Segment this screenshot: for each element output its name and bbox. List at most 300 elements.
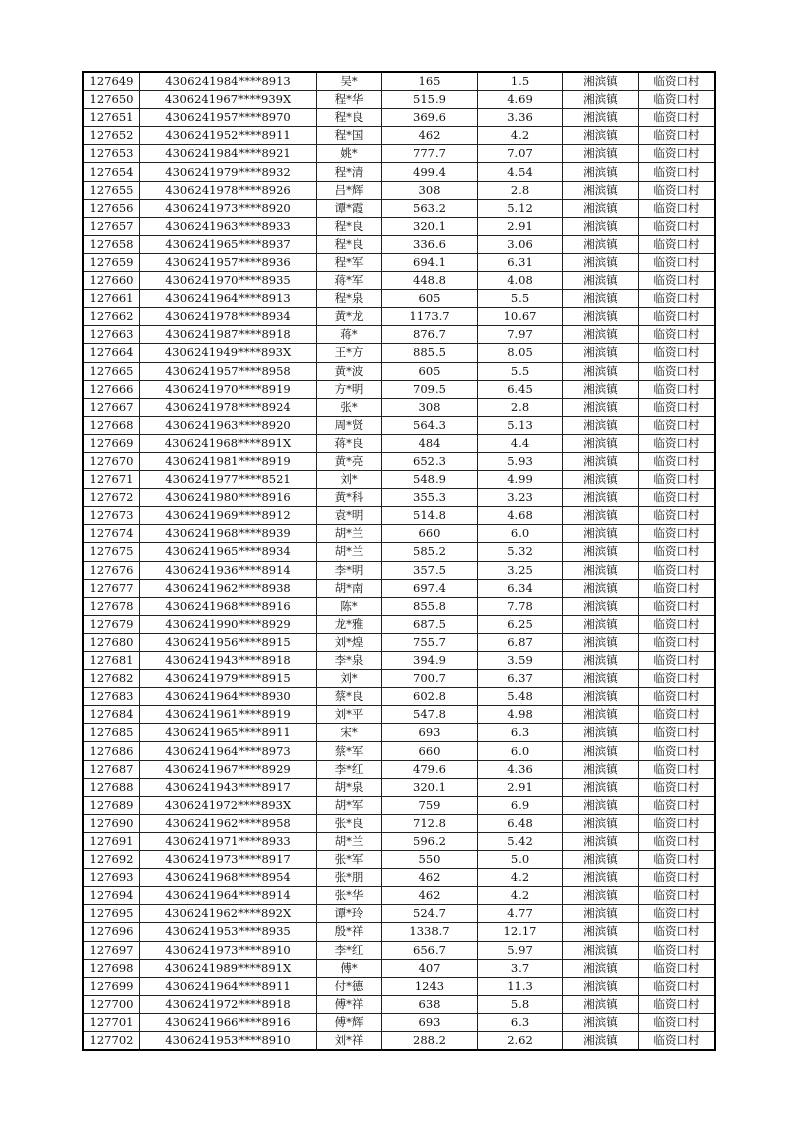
cell-id-number: 4306241978****8926	[140, 181, 317, 199]
cell-id-number: 4306241964****8911	[140, 977, 317, 995]
cell-subsidy: 5.32	[478, 543, 563, 561]
cell-record-id: 127684	[83, 706, 140, 724]
cell-name: 吕*辉	[317, 181, 382, 199]
cell-subsidy: 3.06	[478, 235, 563, 253]
cell-town: 湘滨镇	[563, 398, 639, 416]
cell-town: 湘滨镇	[563, 416, 639, 434]
cell-record-id: 127669	[83, 434, 140, 452]
table-row	[83, 851, 715, 869]
cell-id-number: 4306241962****892X	[140, 905, 317, 923]
cell-id-number: 4306241956****8915	[140, 633, 317, 651]
cell-village: 临资口村	[639, 434, 716, 452]
cell-village: 临资口村	[639, 923, 716, 941]
cell-town: 湘滨镇	[563, 91, 639, 109]
table-row	[83, 235, 715, 253]
cell-town: 湘滨镇	[563, 181, 639, 199]
cell-subsidy: 3.36	[478, 109, 563, 127]
cell-name: 黄*科	[317, 489, 382, 507]
cell-village: 临资口村	[639, 760, 716, 778]
cell-subsidy: 6.31	[478, 253, 563, 271]
cell-record-id: 127663	[83, 326, 140, 344]
cell-subsidy: 5.0	[478, 851, 563, 869]
cell-amount: 712.8	[382, 814, 478, 832]
cell-amount: 550	[382, 851, 478, 869]
cell-name: 程*良	[317, 109, 382, 127]
cell-amount: 484	[382, 434, 478, 452]
cell-town: 湘滨镇	[563, 670, 639, 688]
cell-village: 临资口村	[639, 887, 716, 905]
cell-subsidy: 6.0	[478, 742, 563, 760]
table-row	[83, 525, 715, 543]
cell-amount: 524.7	[382, 905, 478, 923]
cell-name: 张*良	[317, 814, 382, 832]
cell-name: 宋*	[317, 724, 382, 742]
cell-id-number: 4306241964****8914	[140, 887, 317, 905]
table-row	[83, 181, 715, 199]
table-row	[83, 91, 715, 109]
cell-name: 李*红	[317, 760, 382, 778]
cell-amount: 876.7	[382, 326, 478, 344]
table-row	[83, 308, 715, 326]
cell-village: 临资口村	[639, 290, 716, 308]
table-row	[83, 633, 715, 651]
cell-town: 湘滨镇	[563, 434, 639, 452]
cell-name: 刘*平	[317, 706, 382, 724]
cell-name: 龙*雅	[317, 615, 382, 633]
cell-village: 临资口村	[639, 471, 716, 489]
cell-amount: 605	[382, 290, 478, 308]
cell-town: 湘滨镇	[563, 579, 639, 597]
cell-town: 湘滨镇	[563, 995, 639, 1013]
cell-town: 湘滨镇	[563, 941, 639, 959]
cell-town: 湘滨镇	[563, 1013, 639, 1031]
cell-name: 谭*霞	[317, 199, 382, 217]
cell-amount: 755.7	[382, 633, 478, 651]
table-row	[83, 724, 715, 742]
cell-village: 临资口村	[639, 127, 716, 145]
cell-record-id: 127672	[83, 489, 140, 507]
cell-subsidy: 5.8	[478, 995, 563, 1013]
cell-id-number: 4306241961****8919	[140, 706, 317, 724]
cell-village: 临资口村	[639, 814, 716, 832]
cell-subsidy: 4.98	[478, 706, 563, 724]
cell-record-id: 127698	[83, 959, 140, 977]
table-row	[83, 362, 715, 380]
cell-amount: 855.8	[382, 597, 478, 615]
cell-village: 临资口村	[639, 724, 716, 742]
cell-record-id: 127686	[83, 742, 140, 760]
cell-id-number: 4306241979****8932	[140, 163, 317, 181]
cell-subsidy: 5.5	[478, 290, 563, 308]
cell-record-id: 127694	[83, 887, 140, 905]
cell-id-number: 4306241968****8939	[140, 525, 317, 543]
cell-town: 湘滨镇	[563, 796, 639, 814]
cell-subsidy: 4.2	[478, 127, 563, 145]
cell-town: 湘滨镇	[563, 235, 639, 253]
cell-village: 临资口村	[639, 851, 716, 869]
cell-town: 湘滨镇	[563, 561, 639, 579]
cell-village: 临资口村	[639, 344, 716, 362]
cell-name: 谭*玲	[317, 905, 382, 923]
table-row	[83, 253, 715, 271]
cell-name: 张*华	[317, 887, 382, 905]
cell-id-number: 4306241964****8913	[140, 290, 317, 308]
cell-subsidy: 12.17	[478, 923, 563, 941]
cell-town: 湘滨镇	[563, 290, 639, 308]
cell-amount: 1173.7	[382, 308, 478, 326]
cell-amount: 547.8	[382, 706, 478, 724]
cell-village: 临资口村	[639, 796, 716, 814]
cell-subsidy: 4.2	[478, 887, 563, 905]
cell-record-id: 127650	[83, 91, 140, 109]
cell-amount: 1243	[382, 977, 478, 995]
cell-name: 周*贤	[317, 416, 382, 434]
table-row	[83, 199, 715, 217]
cell-id-number: 4306241980****8916	[140, 489, 317, 507]
cell-village: 临资口村	[639, 941, 716, 959]
cell-id-number: 4306241969****8912	[140, 507, 317, 525]
cell-amount: 660	[382, 742, 478, 760]
cell-amount: 1338.7	[382, 923, 478, 941]
cell-id-number: 4306241957****8970	[140, 109, 317, 127]
cell-town: 湘滨镇	[563, 163, 639, 181]
cell-amount: 369.6	[382, 109, 478, 127]
cell-town: 湘滨镇	[563, 452, 639, 470]
cell-name: 傅*	[317, 959, 382, 977]
cell-amount: 638	[382, 995, 478, 1013]
cell-town: 湘滨镇	[563, 145, 639, 163]
table-row	[83, 452, 715, 470]
cell-subsidy: 6.9	[478, 796, 563, 814]
cell-village: 临资口村	[639, 326, 716, 344]
cell-name: 李*泉	[317, 652, 382, 670]
cell-subsidy: 6.87	[478, 633, 563, 651]
cell-amount: 407	[382, 959, 478, 977]
cell-subsidy: 5.97	[478, 941, 563, 959]
cell-subsidy: 5.48	[478, 688, 563, 706]
cell-village: 临资口村	[639, 507, 716, 525]
cell-village: 临资口村	[639, 670, 716, 688]
cell-id-number: 4306241963****8920	[140, 416, 317, 434]
table-row	[83, 832, 715, 850]
cell-town: 湘滨镇	[563, 72, 639, 91]
cell-subsidy: 6.45	[478, 380, 563, 398]
table-row	[83, 923, 715, 941]
table-row	[83, 760, 715, 778]
cell-id-number: 4306241968****8916	[140, 597, 317, 615]
cell-village: 临资口村	[639, 742, 716, 760]
cell-record-id: 127666	[83, 380, 140, 398]
cell-id-number: 4306241957****8936	[140, 253, 317, 271]
cell-record-id: 127676	[83, 561, 140, 579]
cell-village: 临资口村	[639, 525, 716, 543]
cell-record-id: 127661	[83, 290, 140, 308]
table-row	[83, 344, 715, 362]
cell-amount: 288.2	[382, 1031, 478, 1050]
cell-amount: 499.4	[382, 163, 478, 181]
cell-village: 临资口村	[639, 832, 716, 850]
cell-subsidy: 2.91	[478, 778, 563, 796]
cell-name: 蒋*军	[317, 272, 382, 290]
cell-town: 湘滨镇	[563, 380, 639, 398]
cell-amount: 320.1	[382, 778, 478, 796]
cell-village: 临资口村	[639, 652, 716, 670]
cell-town: 湘滨镇	[563, 887, 639, 905]
cell-amount: 693	[382, 1013, 478, 1031]
cell-village: 临资口村	[639, 308, 716, 326]
cell-subsidy: 5.5	[478, 362, 563, 380]
cell-id-number: 4306241965****8911	[140, 724, 317, 742]
cell-name: 刘*	[317, 670, 382, 688]
table-row	[83, 109, 715, 127]
cell-village: 临资口村	[639, 489, 716, 507]
cell-subsidy: 7.78	[478, 597, 563, 615]
cell-village: 临资口村	[639, 109, 716, 127]
cell-amount: 693	[382, 724, 478, 742]
cell-record-id: 127699	[83, 977, 140, 995]
table-row	[83, 127, 715, 145]
cell-town: 湘滨镇	[563, 344, 639, 362]
cell-id-number: 4306241952****8911	[140, 127, 317, 145]
cell-id-number: 4306241970****8919	[140, 380, 317, 398]
cell-id-number: 4306241964****8973	[140, 742, 317, 760]
cell-amount: 564.3	[382, 416, 478, 434]
cell-record-id: 127654	[83, 163, 140, 181]
cell-id-number: 4306241984****8913	[140, 72, 317, 91]
cell-town: 湘滨镇	[563, 814, 639, 832]
cell-subsidy: 3.25	[478, 561, 563, 579]
data-table	[82, 71, 716, 1051]
cell-record-id: 127678	[83, 597, 140, 615]
cell-subsidy: 3.59	[478, 652, 563, 670]
cell-name: 程*清	[317, 163, 382, 181]
cell-amount: 596.2	[382, 832, 478, 850]
cell-village: 临资口村	[639, 633, 716, 651]
table-row	[83, 290, 715, 308]
cell-amount: 656.7	[382, 941, 478, 959]
table-row	[83, 416, 715, 434]
cell-town: 湘滨镇	[563, 977, 639, 995]
cell-record-id: 127649	[83, 72, 140, 91]
cell-subsidy: 4.4	[478, 434, 563, 452]
cell-record-id: 127674	[83, 525, 140, 543]
cell-subsidy: 2.8	[478, 181, 563, 199]
cell-subsidy: 6.3	[478, 1013, 563, 1031]
cell-name: 陈*	[317, 597, 382, 615]
cell-id-number: 4306241972****8918	[140, 995, 317, 1013]
cell-record-id: 127683	[83, 688, 140, 706]
cell-town: 湘滨镇	[563, 253, 639, 271]
cell-amount: 694.1	[382, 253, 478, 271]
table-row	[83, 561, 715, 579]
table-row	[83, 796, 715, 814]
table-row	[83, 977, 715, 995]
cell-town: 湘滨镇	[563, 905, 639, 923]
cell-village: 临资口村	[639, 398, 716, 416]
cell-record-id: 127659	[83, 253, 140, 271]
cell-name: 袁*明	[317, 507, 382, 525]
table-row	[83, 145, 715, 163]
cell-village: 临资口村	[639, 905, 716, 923]
cell-town: 湘滨镇	[563, 109, 639, 127]
cell-name: 蔡*良	[317, 688, 382, 706]
cell-amount: 548.9	[382, 471, 478, 489]
cell-record-id: 127689	[83, 796, 140, 814]
cell-name: 胡*兰	[317, 832, 382, 850]
cell-town: 湘滨镇	[563, 724, 639, 742]
cell-village: 临资口村	[639, 181, 716, 199]
cell-record-id: 127701	[83, 1013, 140, 1031]
table-row	[83, 471, 715, 489]
cell-id-number: 4306241978****8924	[140, 398, 317, 416]
cell-amount: 709.5	[382, 380, 478, 398]
cell-record-id: 127688	[83, 778, 140, 796]
cell-village: 临资口村	[639, 416, 716, 434]
cell-id-number: 4306241987****8918	[140, 326, 317, 344]
cell-town: 湘滨镇	[563, 706, 639, 724]
cell-amount: 308	[382, 181, 478, 199]
cell-town: 湘滨镇	[563, 1031, 639, 1050]
cell-name: 黄*波	[317, 362, 382, 380]
cell-town: 湘滨镇	[563, 688, 639, 706]
cell-amount: 462	[382, 869, 478, 887]
cell-town: 湘滨镇	[563, 543, 639, 561]
cell-name: 刘*煌	[317, 633, 382, 651]
cell-name: 吴*	[317, 72, 382, 91]
cell-record-id: 127671	[83, 471, 140, 489]
cell-record-id: 127687	[83, 760, 140, 778]
cell-record-id: 127691	[83, 832, 140, 850]
table-row	[83, 941, 715, 959]
table-row	[83, 670, 715, 688]
table-row	[83, 579, 715, 597]
cell-village: 临资口村	[639, 869, 716, 887]
cell-subsidy: 2.62	[478, 1031, 563, 1050]
cell-record-id: 127673	[83, 507, 140, 525]
cell-name: 姚*	[317, 145, 382, 163]
table-row	[83, 1013, 715, 1031]
table-row	[83, 380, 715, 398]
cell-record-id: 127651	[83, 109, 140, 127]
cell-record-id: 127667	[83, 398, 140, 416]
cell-village: 临资口村	[639, 778, 716, 796]
cell-id-number: 4306241968****8954	[140, 869, 317, 887]
cell-name: 张*	[317, 398, 382, 416]
cell-subsidy: 4.99	[478, 471, 563, 489]
cell-subsidy: 4.54	[478, 163, 563, 181]
cell-id-number: 4306241963****8933	[140, 217, 317, 235]
cell-town: 湘滨镇	[563, 127, 639, 145]
table-row	[83, 597, 715, 615]
cell-town: 湘滨镇	[563, 272, 639, 290]
cell-amount: 308	[382, 398, 478, 416]
cell-amount: 462	[382, 127, 478, 145]
cell-record-id: 127658	[83, 235, 140, 253]
table-row	[83, 615, 715, 633]
cell-name: 殷*祥	[317, 923, 382, 941]
cell-subsidy: 4.69	[478, 91, 563, 109]
cell-record-id: 127652	[83, 127, 140, 145]
cell-id-number: 4306241989****891X	[140, 959, 317, 977]
cell-name: 傅*祥	[317, 995, 382, 1013]
cell-village: 临资口村	[639, 1013, 716, 1031]
table-row	[83, 1031, 715, 1050]
cell-town: 湘滨镇	[563, 308, 639, 326]
cell-record-id: 127660	[83, 272, 140, 290]
cell-town: 湘滨镇	[563, 633, 639, 651]
cell-village: 临资口村	[639, 977, 716, 995]
table-row	[83, 72, 715, 91]
cell-record-id: 127682	[83, 670, 140, 688]
cell-name: 胡*军	[317, 796, 382, 814]
cell-village: 临资口村	[639, 543, 716, 561]
cell-village: 临资口村	[639, 199, 716, 217]
cell-village: 临资口村	[639, 253, 716, 271]
cell-amount: 602.8	[382, 688, 478, 706]
cell-town: 湘滨镇	[563, 869, 639, 887]
cell-subsidy: 7.97	[478, 326, 563, 344]
cell-village: 临资口村	[639, 72, 716, 91]
cell-name: 王*方	[317, 344, 382, 362]
cell-name: 李*明	[317, 561, 382, 579]
cell-village: 临资口村	[639, 597, 716, 615]
cell-subsidy: 7.07	[478, 145, 563, 163]
cell-subsidy: 4.77	[478, 905, 563, 923]
cell-amount: 700.7	[382, 670, 478, 688]
cell-amount: 585.2	[382, 543, 478, 561]
cell-id-number: 4306241979****8915	[140, 670, 317, 688]
cell-id-number: 4306241967****8929	[140, 760, 317, 778]
cell-record-id: 127697	[83, 941, 140, 959]
cell-town: 湘滨镇	[563, 615, 639, 633]
cell-subsidy: 8.05	[478, 344, 563, 362]
cell-town: 湘滨镇	[563, 507, 639, 525]
cell-amount: 394.9	[382, 652, 478, 670]
cell-town: 湘滨镇	[563, 742, 639, 760]
cell-village: 临资口村	[639, 362, 716, 380]
cell-amount: 777.7	[382, 145, 478, 163]
cell-town: 湘滨镇	[563, 199, 639, 217]
cell-subsidy: 6.48	[478, 814, 563, 832]
cell-record-id: 127702	[83, 1031, 140, 1050]
cell-record-id: 127696	[83, 923, 140, 941]
cell-id-number: 4306241972****893X	[140, 796, 317, 814]
cell-village: 临资口村	[639, 91, 716, 109]
cell-id-number: 4306241968****891X	[140, 434, 317, 452]
cell-subsidy: 5.13	[478, 416, 563, 434]
cell-village: 临资口村	[639, 959, 716, 977]
cell-id-number: 4306241970****8935	[140, 272, 317, 290]
cell-name: 胡*泉	[317, 778, 382, 796]
cell-record-id: 127681	[83, 652, 140, 670]
cell-subsidy: 6.0	[478, 525, 563, 543]
document-page	[82, 71, 716, 1051]
cell-record-id: 127693	[83, 869, 140, 887]
table-row	[83, 272, 715, 290]
cell-id-number: 4306241978****8934	[140, 308, 317, 326]
cell-subsidy: 5.12	[478, 199, 563, 217]
cell-record-id: 127675	[83, 543, 140, 561]
cell-village: 临资口村	[639, 217, 716, 235]
cell-amount: 479.6	[382, 760, 478, 778]
cell-town: 湘滨镇	[563, 851, 639, 869]
table-row	[83, 959, 715, 977]
cell-record-id: 127653	[83, 145, 140, 163]
cell-village: 临资口村	[639, 688, 716, 706]
cell-amount: 652.3	[382, 452, 478, 470]
cell-amount: 660	[382, 525, 478, 543]
cell-id-number: 4306241984****8921	[140, 145, 317, 163]
